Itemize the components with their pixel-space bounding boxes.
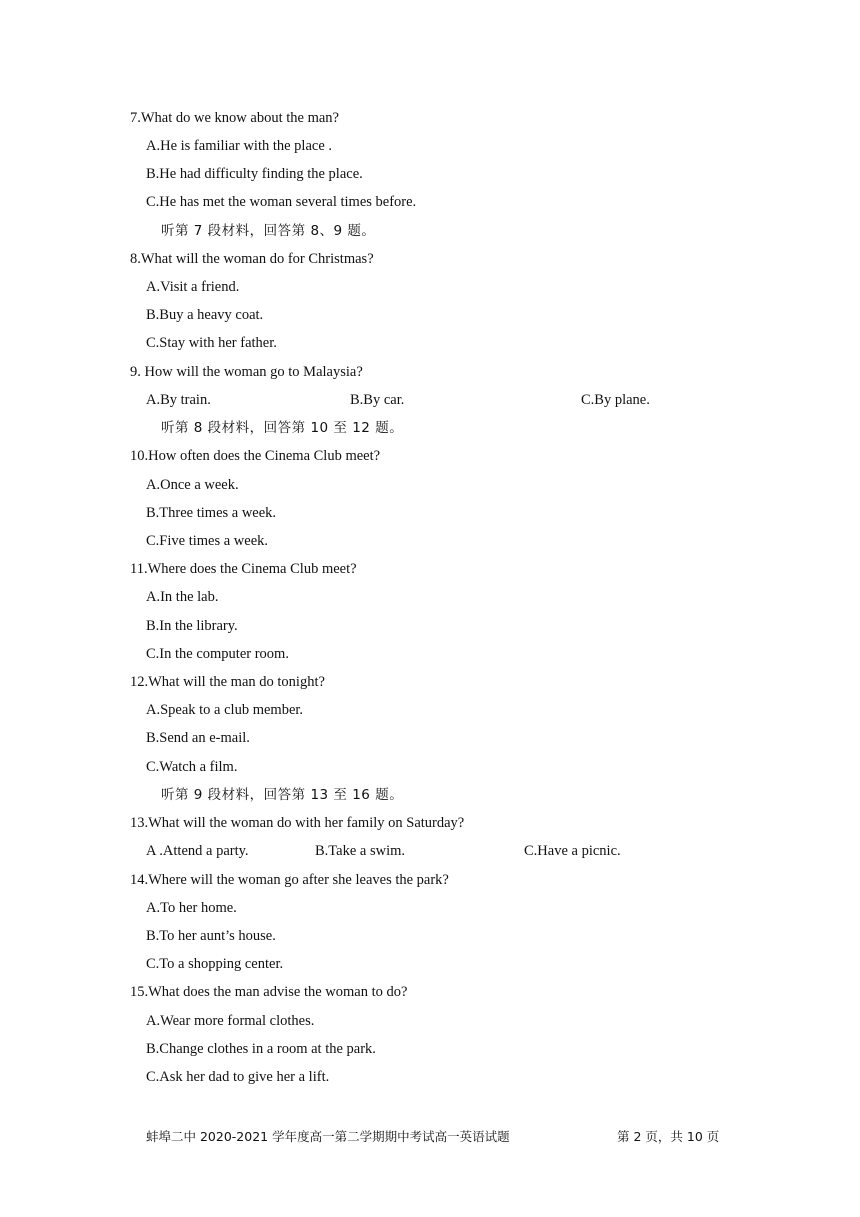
question-12-option-b: B.Send an e-mail. [146,730,250,746]
question-10: 10.How often does the Cinema Club meet? [130,448,381,464]
section-header-7: 听第 7 段材料，回答第 8、9 题。 [161,223,376,239]
question-7-option-a: A.He is familiar with the place . [146,138,333,154]
question-12-option-a: A.Speak to a club member. [146,702,304,718]
question-15: 15.What does the man advise the woman to do? [130,984,408,1000]
footer-title: 蚌埠二中 2020-2021 学年度高一第二学期期中考试高一英语试题 [146,1129,510,1144]
question-15-option-c: C.Ask her dad to give her a lift. [146,1069,330,1085]
question-13: 13.What will the woman do with her family on Saturday? [130,815,465,831]
question-10-option-c: C.Five times a week. [146,533,269,549]
question-7-option-b: B.He had difficulty finding the place. [146,166,363,182]
question-13-option-b: B.Take a swim. [315,843,405,859]
question-7-option-c: C.He has met the woman several times before. [146,194,417,210]
question-10-option-a: A.Once a week. [146,477,239,493]
question-11-option-b: B.In the library. [146,618,238,634]
question-8: 8.What will the woman do for Christmas? [130,251,374,267]
question-7: 7.What do we know about the man? [130,110,339,126]
question-8-option-c: C.Stay with her father. [146,335,277,351]
question-11-option-c: C.In the computer room. [146,646,289,662]
question-9-option-a: A.By train. [146,392,211,408]
question-11: 11.Where does the Cinema Club meet? [130,561,357,577]
question-14-option-a: A.To her home. [146,900,237,916]
question-15-option-b: B.Change clothes in a room at the park. [146,1041,376,1057]
question-15-option-a: A.Wear more formal clothes. [146,1013,315,1029]
question-13-option-c: C.Have a picnic. [524,843,621,859]
question-11-option-a: A.In the lab. [146,589,219,605]
section-header-8: 听第 8 段材料，回答第 10 至 12 题。 [161,420,404,436]
question-9-option-b: B.By car. [350,392,405,408]
question-13-option-a: A .Attend a party. [146,843,249,859]
section-header-9: 听第 9 段材料，回答第 13 至 16 题。 [161,787,404,803]
question-10-option-b: B.Three times a week. [146,505,277,521]
question-14-option-b: B.To her aunt’s house. [146,928,276,944]
footer-page-number: 第 2 页，共 10 页 [617,1129,720,1144]
question-9: 9. How will the woman go to Malaysia? [130,364,363,380]
question-14: 14.Where will the woman go after she leaves the park? [130,872,449,888]
question-14-option-c: C.To a shopping center. [146,956,284,972]
question-12: 12.What will the man do tonight? [130,674,325,690]
question-9-option-c: C.By plane. [581,392,650,408]
question-8-option-a: A.Visit a friend. [146,279,240,295]
question-12-option-c: C.Watch a film. [146,759,238,775]
question-8-option-b: B.Buy a heavy coat. [146,307,264,323]
